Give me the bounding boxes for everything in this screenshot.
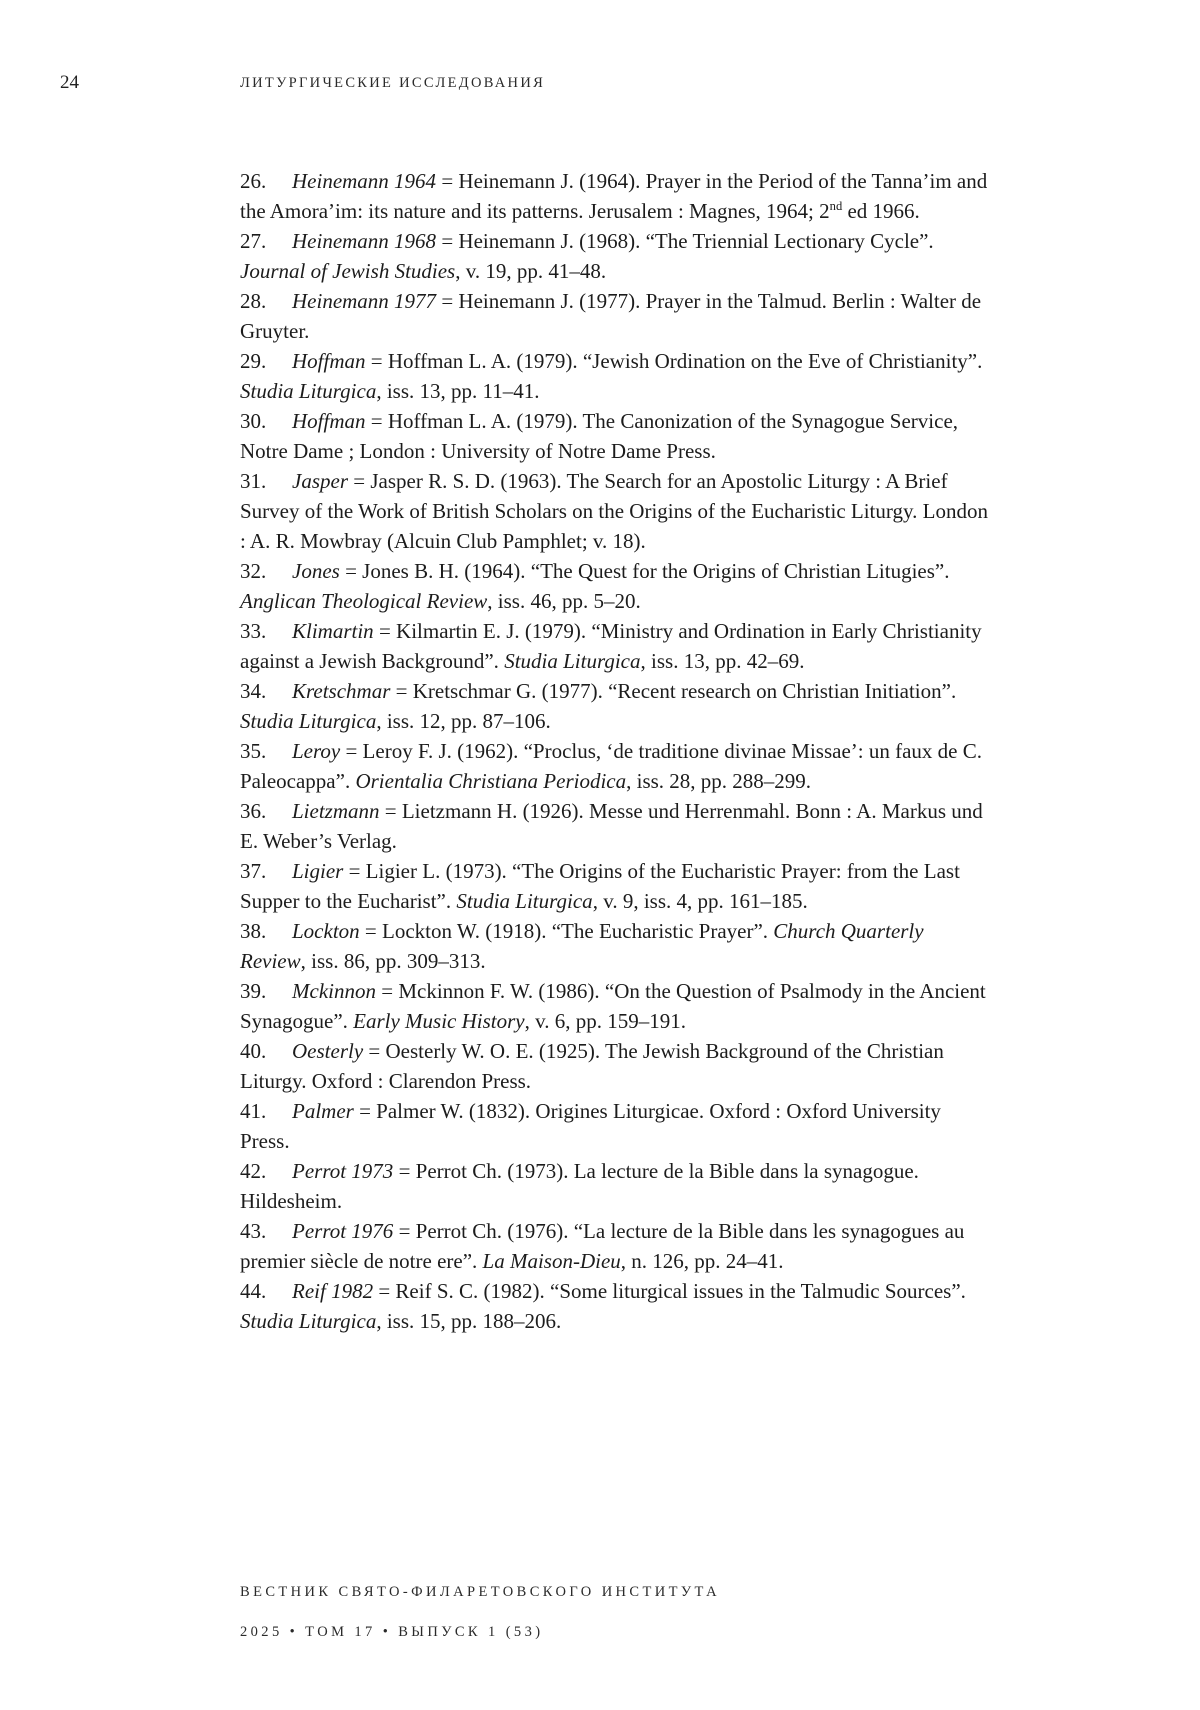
reference-text-segment: , iss. 13, pp. 11–41. [376, 379, 540, 403]
reference-text-segment: Anglican Theological Review [240, 589, 488, 613]
reference-number: 26. [240, 169, 267, 193]
reference-text-segment: , iss. 13, pp. 42–69. [640, 649, 805, 673]
reference-entry [240, 796, 992, 856]
reference-text-segment: Early Music History [353, 1009, 525, 1033]
page-header [60, 72, 1140, 102]
reference-text-segment: Church Quarterly Review [240, 919, 924, 973]
reference-entry [240, 676, 992, 736]
reference-text-segment: Studia Liturgica [456, 889, 593, 913]
reference-number: 32. [240, 559, 267, 583]
reference-entry [240, 976, 992, 1036]
reference-text-segment: = Mckinnon F. W. (1986). “On the Question of Psalmody in the Ancient Synagogue”. [240, 979, 986, 1033]
reference-text-segment: = Heinemann J. (1977). Prayer in the Talmud. Berlin : Walter de Gruyter. [240, 289, 982, 343]
reference-text-segment: Klimartin [292, 619, 374, 643]
reference-text-segment: = Heinemann J. (1964). Prayer in the Period of the Tanna’im and the Amora’im: its nature and its patterns. Jerusalem : Magnes, 1964; 2 [240, 169, 988, 223]
reference-text-segment: = Lietzmann H. (1926). Messe und Herrenmahl. Bonn : A. Markus und E. Weber’s Verlag. [240, 799, 983, 853]
footer-journal-title: ВЕСТНИК СВЯТО-ФИЛАРЕТОВСКОГО ИНСТИТУТА [240, 1584, 720, 1600]
reference-text-segment: , n. 126, pp. 24–41. [620, 1249, 784, 1273]
reference-number: 39. [240, 979, 267, 1003]
reference-text-segment: Perrot 1976 [292, 1219, 394, 1243]
reference-entry [240, 166, 992, 226]
reference-text-segment: = Ligier L. (1973). “The Origins of the Eucharistic Prayer: from the Last Supper to the Eucharist”. [240, 859, 960, 913]
reference-text-segment: = Hoffman L. A. (1979). The Canonization of the Synagogue Service, Notre Dame ; London : University of Notre Dame Press. [240, 409, 959, 463]
reference-text-segment: Hoffman [292, 409, 366, 433]
reference-number: 36. [240, 799, 267, 823]
reference-number: 43. [240, 1219, 267, 1243]
reference-number: 44. [240, 1279, 267, 1303]
reference-text-segment: Studia Liturgica [240, 379, 377, 403]
reference-entry [240, 1276, 992, 1336]
reference-text-segment: , iss. 86, pp. 309–313. [300, 949, 486, 973]
reference-text-segment: = Lockton W. (1918). “The Eucharistic Prayer”. [359, 919, 774, 943]
reference-text-segment: = Kretschmar G. (1977). “Recent research on Christian Initiation”. [390, 679, 957, 703]
reference-text-segment: Reif 1982 [292, 1279, 374, 1303]
reference-text-segment: = Heinemann J. (1968). “The Triennial Lectionary Cycle”. [436, 229, 934, 253]
reference-text-segment: La Maison-Dieu [482, 1249, 621, 1273]
reference-text-segment: Palmer [292, 1099, 354, 1123]
reference-entry [240, 406, 992, 466]
reference-text-segment: Studia Liturgica [504, 649, 641, 673]
reference-text-segment: , v. 6, pp. 159–191. [524, 1009, 687, 1033]
reference-text-segment: Oesterly [292, 1039, 364, 1063]
reference-entry [240, 856, 992, 916]
running-header: ЛИТУРГИЧЕСКИЕ ИССЛЕДОВАНИЯ [240, 75, 546, 91]
reference-text-segment: Heinemann 1977 [292, 289, 437, 313]
reference-text-segment: = Jones B. H. (1964). “The Quest for the Origins of Christian Litugies”. [339, 559, 950, 583]
reference-number: 35. [240, 739, 267, 763]
reference-entry [240, 286, 992, 346]
reference-text-segment: , iss. 46, pp. 5–20. [487, 589, 641, 613]
reference-text-segment: nd [829, 199, 843, 213]
reference-text-segment: = Palmer W. (1832). Origines Liturgicae. Oxford : Oxford University Press. [240, 1099, 941, 1153]
reference-text-segment: Jasper [292, 469, 348, 493]
reference-text-segment: = Reif S. C. (1982). “Some liturgical issues in the Talmudic Sources”. [373, 1279, 966, 1303]
reference-text-segment: Orientalia Christiana Periodica [355, 769, 627, 793]
reference-number: 38. [240, 919, 267, 943]
reference-text-segment: = Oesterly W. O. E. (1925). The Jewish Background of the Christian Liturgy. Oxford : Clarendon Press. [240, 1039, 944, 1093]
reference-text-segment: = Hoffman L. A. (1979). “Jewish Ordination on the Eve of Christianity”. [365, 349, 983, 373]
reference-text-segment: Hoffman [292, 349, 366, 373]
reference-text-segment: , iss. 15, pp. 188–206. [376, 1309, 562, 1333]
reference-text-segment: = Jasper R. S. D. (1963). The Search for an Apostolic Liturgy : A Brief Survey of the Work of British Scholars on the Origins of the Eucharistic Liturgy. London : A. R. Mowbray (Alcuin Club Pamphlet; v. 18). [240, 469, 988, 553]
reference-text-segment: = Perrot Ch. (1976). “La lecture de la Bible dans les synagogues au premier siècle de notre ere”. [240, 1219, 965, 1273]
reference-text-segment: Jones [292, 559, 340, 583]
reference-text-segment: Ligier [292, 859, 344, 883]
reference-entry [240, 346, 992, 406]
reference-number: 27. [240, 229, 267, 253]
reference-text-segment: Journal of Jewish Studies [240, 259, 456, 283]
reference-text-segment: , iss. 12, pp. 87–106. [376, 709, 551, 733]
reference-number: 41. [240, 1099, 267, 1123]
reference-text-segment: Lietzmann [292, 799, 380, 823]
reference-text-segment: Heinemann 1968 [292, 229, 437, 253]
reference-entry [240, 916, 992, 976]
references-list [240, 166, 992, 1336]
reference-text-segment: Kretschmar [292, 679, 391, 703]
reference-text-segment: Lockton [292, 919, 360, 943]
reference-number: 31. [240, 469, 267, 493]
reference-number: 40. [240, 1039, 267, 1063]
reference-text-segment: , v. 19, pp. 41–48. [455, 259, 607, 283]
reference-entry [240, 616, 992, 676]
reference-number: 37. [240, 859, 267, 883]
reference-entry [240, 226, 992, 286]
reference-text-segment: = Perrot Ch. (1973). La lecture de la Bible dans la synagogue. Hildesheim. [240, 1159, 919, 1213]
reference-text-segment: Studia Liturgica [240, 709, 377, 733]
page-number: 24 [60, 72, 79, 93]
footer-volume-issue: 2025 • ТОМ 17 • ВЫПУСК 1 (53) [240, 1624, 544, 1640]
reference-number: 29. [240, 349, 267, 373]
reference-entry [240, 1036, 992, 1096]
reference-text-segment: Leroy [292, 739, 341, 763]
reference-entry [240, 1096, 992, 1156]
reference-text-segment: Studia Liturgica [240, 1309, 377, 1333]
reference-number: 34. [240, 679, 267, 703]
reference-text-segment: = Leroy F. J. (1962). “Proclus, ‘de traditione divinae Missae’: un faux de C. Paleocappa”. [240, 739, 982, 793]
reference-number: 30. [240, 409, 267, 433]
reference-text-segment: Heinemann 1964 [292, 169, 437, 193]
reference-number: 33. [240, 619, 267, 643]
reference-text-segment: = Kilmartin E. J. (1979). “Ministry and Ordination in Early Christianity against a Jewish Background”. [240, 619, 982, 673]
reference-entry [240, 1216, 992, 1276]
reference-entry [240, 556, 992, 616]
reference-text-segment: , iss. 28, pp. 288–299. [626, 769, 812, 793]
page-footer [240, 1584, 720, 1641]
reference-text-segment: Mckinnon [292, 979, 376, 1003]
reference-text-segment: Perrot 1973 [292, 1159, 394, 1183]
reference-number: 42. [240, 1159, 267, 1183]
reference-entry [240, 466, 992, 556]
reference-entry [240, 736, 992, 796]
reference-text-segment: ed 1966. [842, 199, 920, 223]
reference-entry [240, 1156, 992, 1216]
reference-number: 28. [240, 289, 267, 313]
reference-text-segment: , v. 9, iss. 4, pp. 161–185. [592, 889, 808, 913]
